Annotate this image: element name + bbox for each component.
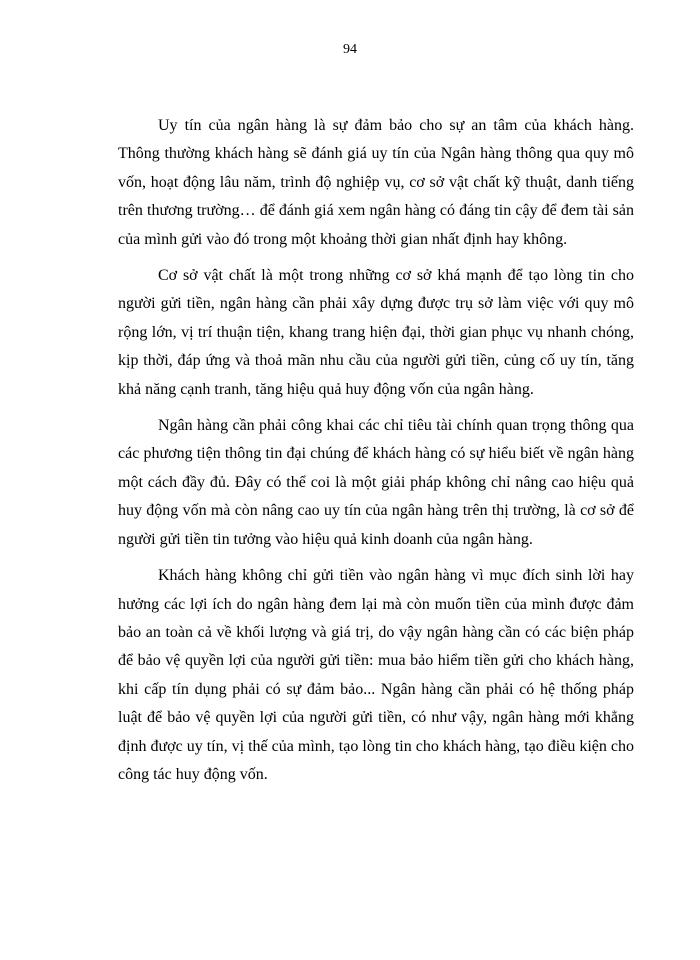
paragraph-1: Uy tín của ngân hàng là sự đảm bảo cho sự an tâm của khách hàng. Thông thường khách hàng sẽ đánh giá uy tín của Ngân hàng thông qua quy mô vốn, hoạt động lâu năm, trình độ nghiệp vụ, cơ sở vật chất kỹ thuật, danh tiếng trên thương trường… để đánh giá xem ngân hàng có đáng tin cậy để đem tài sản của mình gửi vào đó trong một khoảng thời gian nhất định hay không.: [118, 117, 634, 248]
paragraph-2: Cơ sở vật chất là một trong những cơ sở khá mạnh để tạo lòng tin cho người gửi tiền, ngân hàng cần phải xây dựng được trụ sở làm việc với quy mô rộng lớn, vị trí thuận tiện, khang trang hiện đại, thời gian phục vụ nhanh chóng, kịp thời, đáp ứng và thoả mãn nhu cầu của người gửi tiền, củng cố uy tín, tăng khả năng cạnh tranh, tăng hiệu quả huy động vốn của ngân hàng.: [118, 267, 634, 398]
page-number: 94: [343, 42, 357, 57]
paragraph-4: Khách hàng không chỉ gửi tiền vào ngân hàng vì mục đích sinh lời hay hưởng các lợi ích do ngân hàng đem lại mà còn muốn tiền của mình được đảm bảo an toàn cả về khối lượng và giá trị, do vậy ngân hàng cần có các biện pháp để bảo vệ quyền lợi của người gửi tiền: mua bảo hiểm tiền gửi cho khách hàng, khi cấp tín dụng phải có sự đảm bảo... Ngân hàng cần phải có hệ thống pháp luật để bảo vệ quyền lợi của người gửi tiền, có như vậy, ngân hàng mới khẳng định được uy tín, vị thế của mình, tạo lòng tin cho khách hàng, tạo điều kiện cho công tác huy động vốn.: [118, 567, 634, 783]
paragraph-3: Ngân hàng cần phải công khai các chỉ tiêu tài chính quan trọng thông qua các phương tiện thông tin đại chúng để khách hàng có sự hiểu biết về ngân hàng một cách đầy đủ. Đây có thể coi là một giải pháp không chỉ nâng cao hiệu quả huy động vốn mà còn nâng cao uy tín của ngân hàng trên thị trường, là cơ sở để người gửi tiền tin tưởng vào hiệu quả kinh doanh của ngân hàng.: [118, 417, 634, 548]
page-content: [118, 112, 634, 789]
